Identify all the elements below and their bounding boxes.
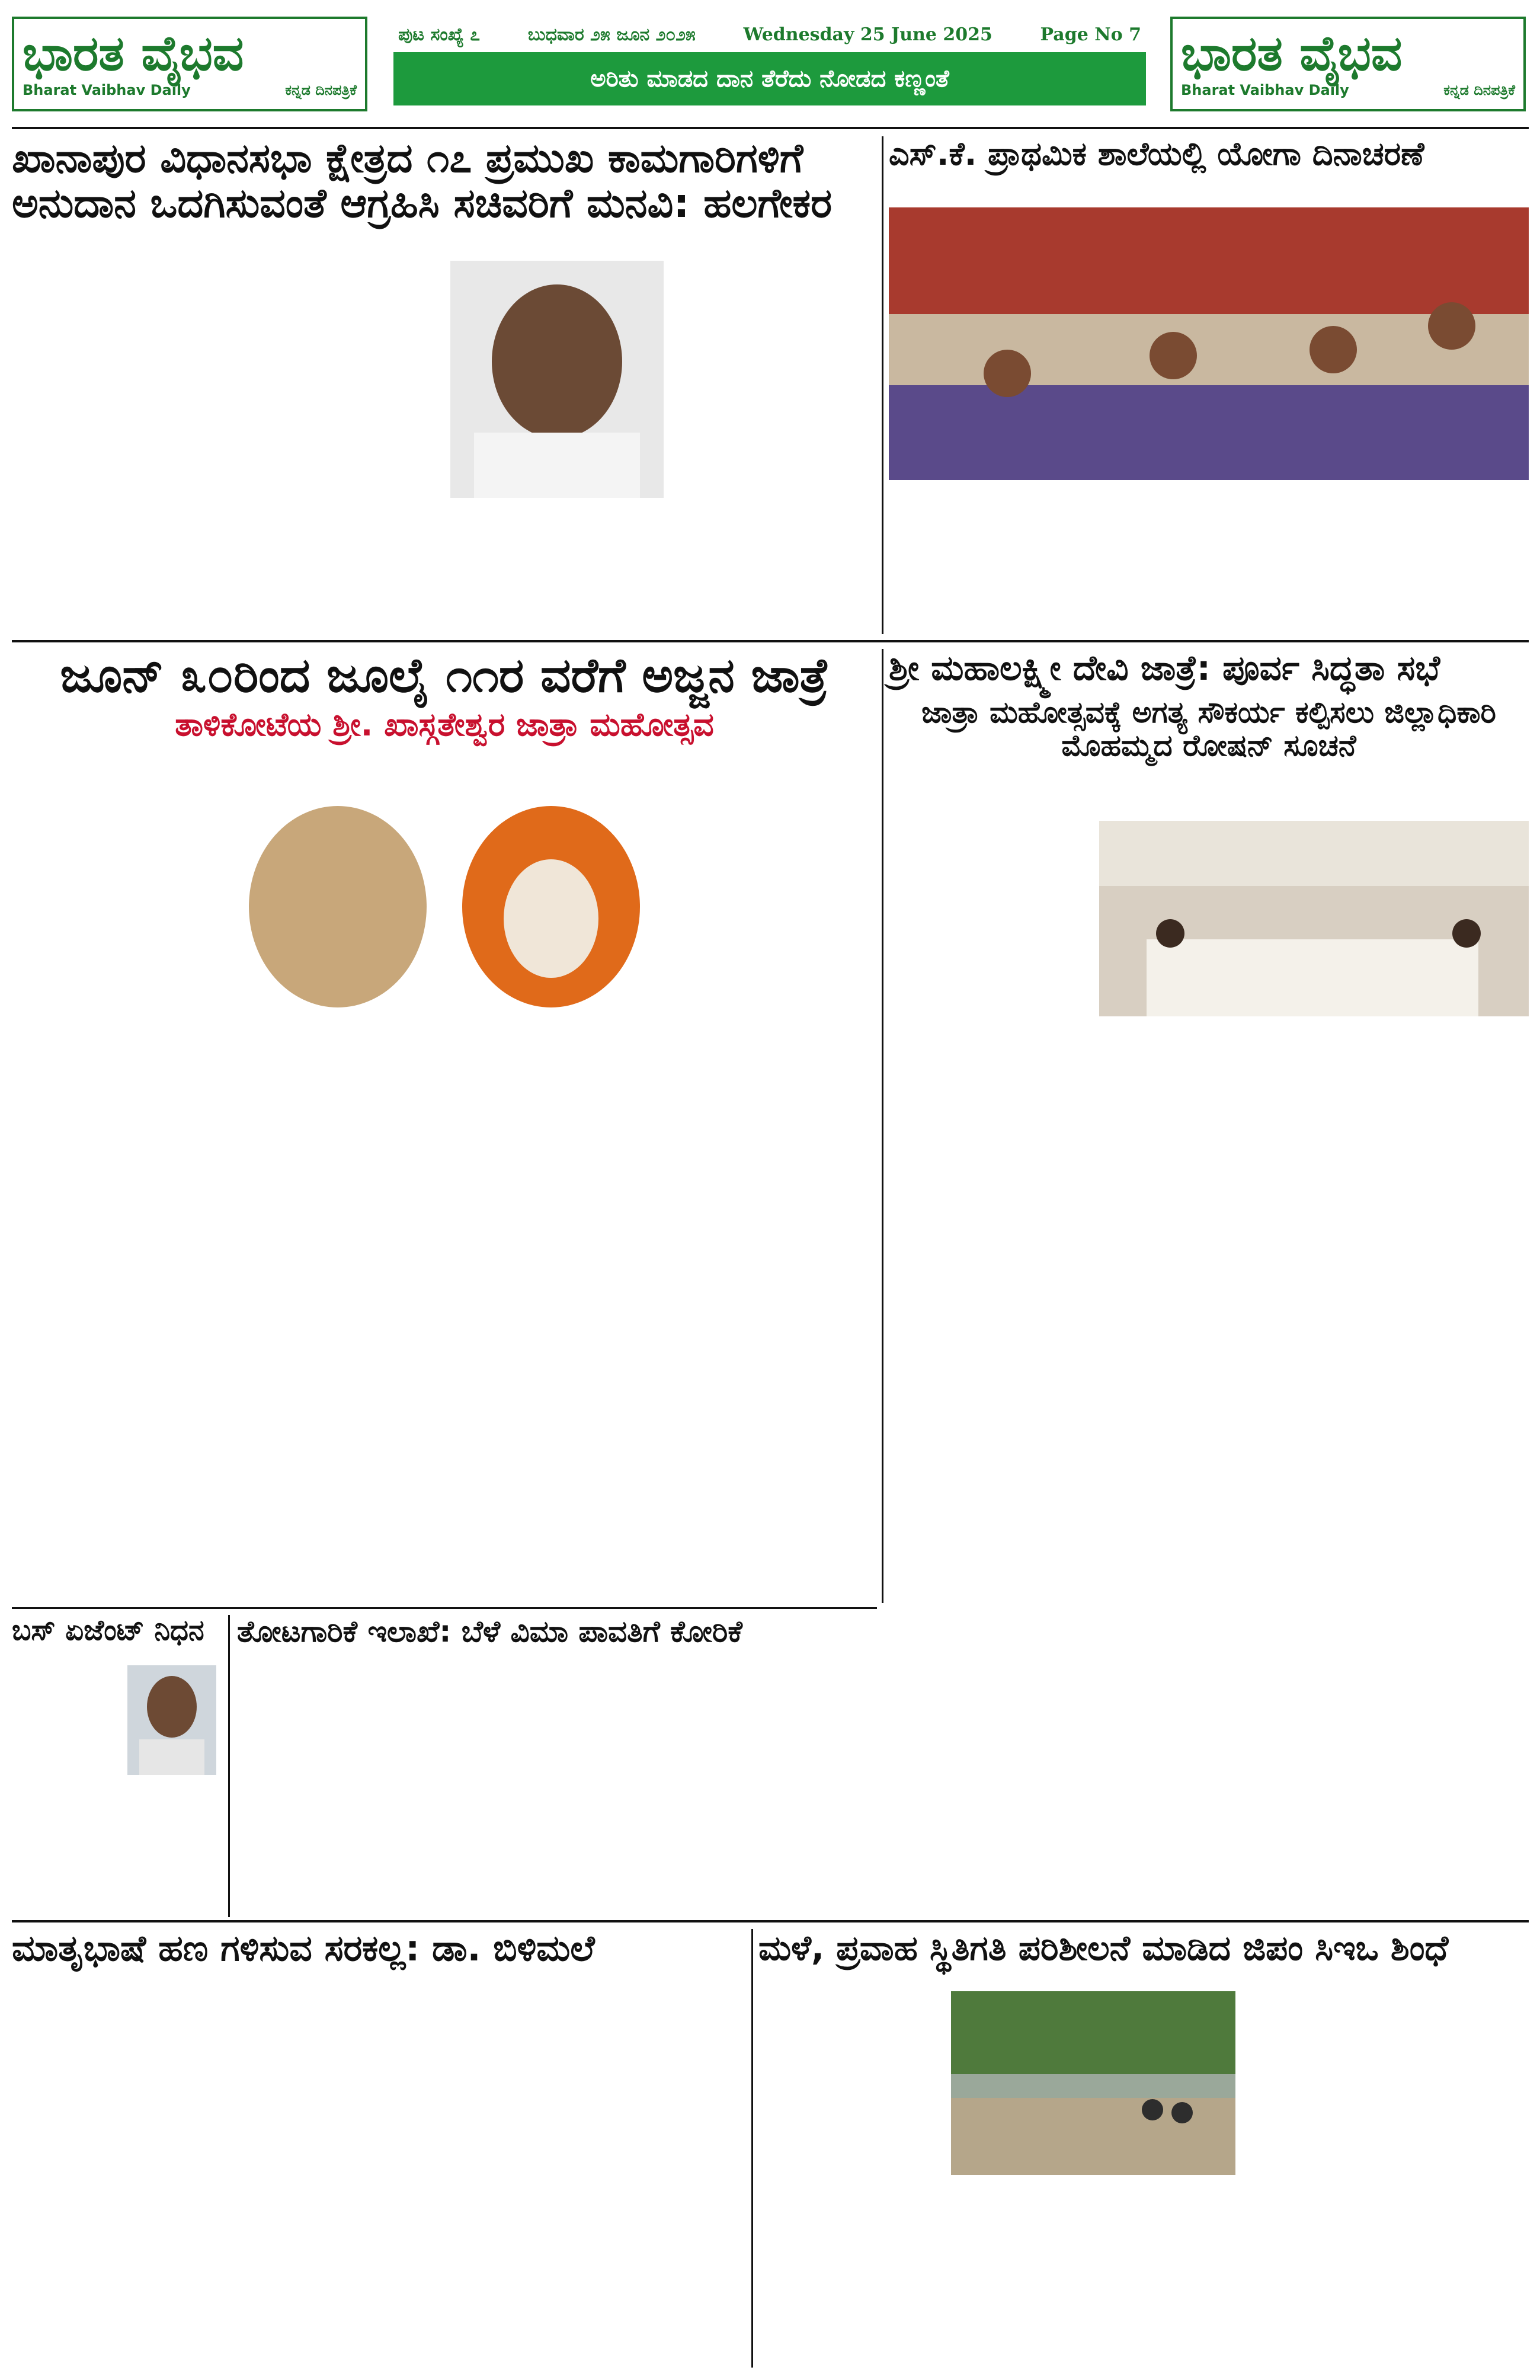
subheadline: ಜಾತ್ರಾ ಮಹೋತ್ಸವಕ್ಕೆ ಅಗತ್ಯ ಸೌಕರ್ಯ ಕಲ್ಪಿಸಲು ಜಿಲ್ಲಾಧಿಕಾರಿ ಮೊಹಮ್ಮದ ರೋಷನ್ ಸೂಚನೆ: [921, 695, 1496, 763]
paragraph: [889, 492, 1040, 510]
article-flood-review: [758, 1929, 1529, 1968]
article-body: [889, 821, 1529, 1603]
yoga-photo: [889, 207, 1529, 480]
article-body: [758, 1988, 1529, 2368]
paragraph: [237, 1683, 877, 1701]
divider: [882, 649, 883, 1603]
article-body: [12, 788, 877, 1600]
paragraph: [1052, 492, 1203, 510]
paragraph: [954, 1988, 1138, 2006]
brand-english: Bharat Vaibhav Daily: [1181, 82, 1349, 98]
brand-title: ಭಾರತ ವೈಭವ: [1181, 25, 1403, 82]
page-number: Page No 7: [1040, 24, 1141, 45]
article-ajjana-jatre: [12, 649, 877, 743]
paragraph: [1150, 1988, 1333, 2006]
article-body: [12, 255, 877, 640]
brand-english: Bharat Vaibhav Daily: [23, 82, 191, 98]
portrait-image: [450, 261, 664, 498]
article-khanapur: [12, 136, 877, 226]
headline: ಶ್ರೀ ಮಹಾಲಕ್ಷ್ಮೀ ದೇವಿ ಜಾತ್ರೆ: ಪೂರ್ವ ಸಿದ್ಧತಾ ಸಭೆ: [889, 648, 1440, 688]
paragraph: [232, 255, 437, 273]
headline: ಬಸ್ ಏಜೆಂಟ್ ನಿಧನ: [12, 1614, 204, 1647]
masthead-center: [393, 17, 1146, 111]
paragraph: [1106, 828, 1312, 846]
article-obituary: [12, 1615, 225, 1647]
obituary-photo: [127, 1665, 216, 1775]
article-yoga-day: [889, 136, 1529, 172]
divider: [12, 127, 1529, 129]
obituary-image: [127, 1665, 216, 1775]
divider: [12, 640, 1529, 642]
paragraph: [237, 1659, 877, 1677]
masthead-brand-left: [12, 17, 367, 117]
article-body: [889, 492, 1529, 634]
paragraph: [452, 800, 657, 818]
paragraph: [12, 788, 217, 806]
paragraph: [12, 1988, 186, 2006]
date-english: Wednesday 25 June 2025: [743, 24, 992, 45]
paragraph: [1323, 837, 1529, 855]
article-crop-insurance: [237, 1615, 877, 1648]
divider: [882, 136, 883, 634]
masthead-brand-right: [1170, 17, 1526, 117]
divider: [751, 1929, 753, 2368]
article-mother-tongue: [12, 1929, 747, 1969]
masthead-tagline: ಅರಿತು ಮಾಡದ ದಾನ ತೆರೆದು ನೋಡದ ಕಣ್ಣಂತೆ: [393, 52, 1146, 105]
portrait-photo: [450, 261, 664, 498]
divider: [228, 1615, 230, 1917]
paragraph: [12, 1665, 121, 1683]
brand-title: ಭಾರತ ವೈಭವ: [23, 25, 244, 82]
article-body: [237, 1659, 877, 1914]
headline: ಖಾನಾಪುರ ವಿಧಾನಸಭಾ ಕ್ಷೇತ್ರದ ೧೭ ಪ್ರಮುಖ ಕಾಮಗಾರಿಗಳಿಗೆ ಅನುದಾನ ಒದಗಿಸುವಂತೆ ಆಗ್ರಹಿಸಿ ಸಚಿವರಿಗೆ ಮನವಿ: ಹಲಗೇಕರ: [12, 135, 833, 228]
brand-tag: ಕನ್ನಡ ದಿನಪತ್ರಿಕೆ: [1443, 82, 1515, 98]
headline: ಜೂನ್ ೩೦ರಿಂದ ಜೂಲೈ ೧೧ರ ವರೆಗೆ ಅಜ್ಜನ ಜಾತ್ರೆ: [60, 648, 829, 703]
paragraph: [12, 255, 217, 273]
brand-tag: ಕನ್ನಡ ದಿನಪತ್ರಿಕೆ: [285, 82, 357, 98]
paragraph: [386, 1988, 560, 2006]
paragraph: [671, 788, 877, 806]
article-mahalakshmi-jatre: [889, 649, 1529, 762]
paragraph: [889, 821, 1094, 839]
issue-number: ಪುಟ ಸಂಖ್ಯೆ ೭: [398, 24, 481, 45]
paragraph: [758, 1988, 942, 2006]
article-body: [12, 1988, 747, 2368]
yoga-image: [889, 207, 1529, 480]
paragraph: [199, 1988, 373, 2006]
headline: ತೋಟಗಾರಿಕೆ ಇಲಾಖೆ: ಬೆಳೆ ವಿಮಾ ಪಾವತಿಗೆ ಕೋರಿಕೆ: [237, 1614, 742, 1649]
divider: [12, 1607, 877, 1609]
divider: [12, 1920, 1529, 1922]
paragraph: [1215, 492, 1366, 510]
headline: ಮಳೆ, ಪ್ರವಾಹ ಸ್ಥಿತಿಗತಿ ಪರಿಶೀಲನೆ ಮಾಡಿದ ಜಿಪಂ ಸಿಇಒ ಶಿಂಧೆ: [758, 1928, 1449, 1968]
subheadline: ತಾಳಿಕೋಟೆಯ ಶ್ರೀ. ಖಾಸ್ಗತೇಶ್ವರ ಜಾತ್ರಾ ಮಹೋತ್ಸವ: [175, 705, 714, 743]
date-kannada: ಬುಧವಾರ ೨೫ ಜೂನ ೨೦೨೫: [527, 24, 696, 45]
paragraph: [671, 255, 877, 273]
headline: ಮಾತೃಭಾಷೆ ಹಣ ಗಳಿಸುವ ಸರಕಲ್ಲ: ಡಾ. ಬಿಳಿಮಲೆ: [12, 1928, 595, 1969]
headline: ಎಸ್.ಕೆ. ಪ್ರಾಥಮಿಕ ಶಾಲೆಯಲ್ಲಿ ಯೋಗಾ ದಿನಾಚರಣೆ: [889, 135, 1424, 172]
article-body: [12, 1665, 121, 1920]
